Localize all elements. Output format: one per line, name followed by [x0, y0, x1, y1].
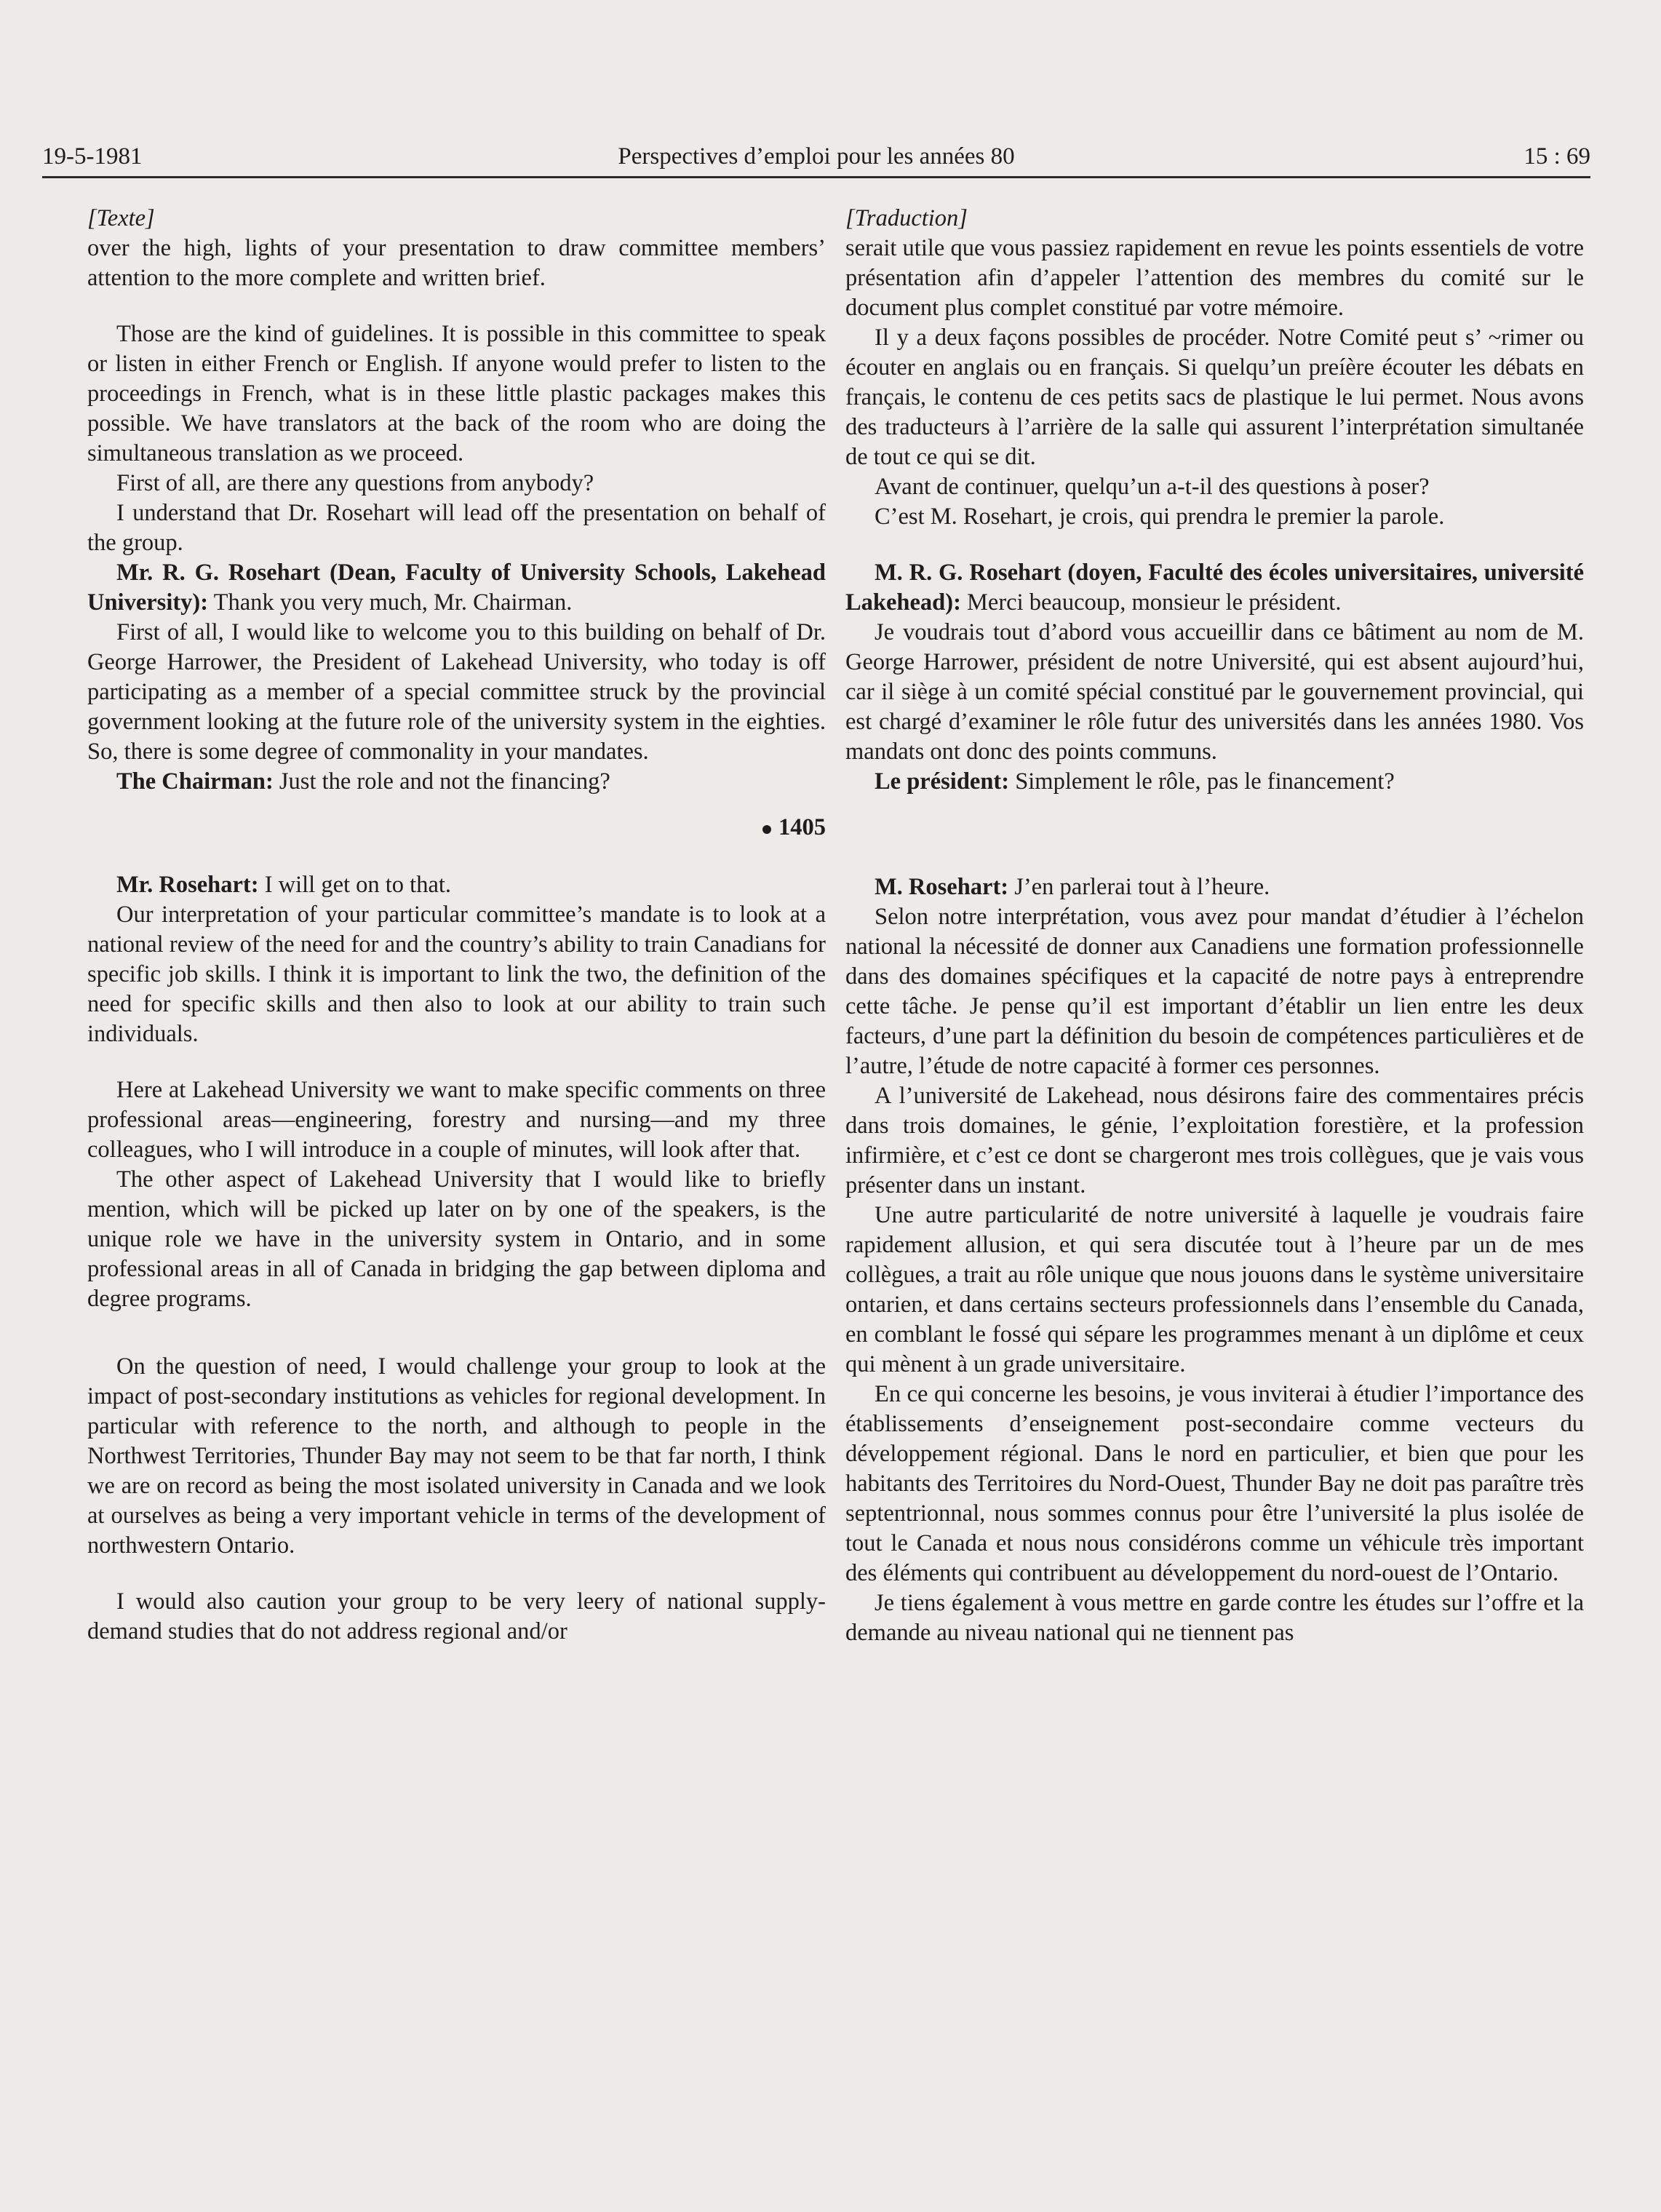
speaker-name: Mr. Rosehart: [116, 872, 259, 898]
french-column [845, 204, 1584, 1648]
speaker-name: Le président: [875, 768, 1010, 795]
english-column [87, 204, 826, 1647]
english-paragraph: over the high, lights of your presentation to draw committee members’ attention to the more complete and written brief. [87, 235, 826, 291]
english-paragraph: Our interpretation of your particular committee’s mandate is to look at a national review of the need for and the country’s ability to train Canadians for specific job skills. I think it is important to link the two, the definition of the need for specific skills and then also to look at our ability to train such individuals. [87, 902, 826, 1047]
french-speaker-paragraph [845, 767, 1584, 797]
header-date: 19-5-1981 [42, 143, 143, 170]
french-paragraph: Je tiens également à vous mettre en garde contre les études sur l’offre et la demande au niveau national qui ne tiennent pas [845, 1590, 1584, 1646]
french-paragraph: Selon notre interprétation, vous avez pour mandat d’étudier à l’échelon national la nécessité de donner aux Canadiens une formation professionnelle dans des domaines spécifiques et la capacité de notre pays à entreprendre cette tâche. Je pense qu’il est important d’établir un lien entre les deux facteurs, d’une part la définition du besoin de compétences particulières et de l’autre, l’étude de notre capacité à former ces personnes. [845, 904, 1584, 1079]
french-speaker-paragraph [845, 558, 1584, 618]
english-paragraph: Those are the kind of guidelines. It is possible in this committee to speak or listen in either French or English. If anyone would prefer to listen to the proceedings in French, what is in these little plastic packages makes this possible. We have translators at the back of the room who are doing the simultaneous translation as we proceed. [87, 321, 826, 466]
page-header [42, 124, 1590, 178]
english-speaker-paragraph [87, 558, 826, 618]
speaker-name: Mr. R. G. Rosehart (Dean, Faculty of University Schools, Lakehead University): [87, 560, 826, 616]
speech-text: I will get on to that. [258, 872, 452, 898]
english-paragraph: First of all, I would like to welcome you to this building on behalf of Dr. George Harrower, the President of Lakehead University, who today is off participating as a member of a special committee struck by the provincial government looking at the future role of the university system in the eighties. So, there is some degree of commonality in your mandates. [87, 619, 826, 765]
speaker-name: M. R. G. Rosehart (doyen, Faculté des écoles universitaires, université Lakehead): [845, 560, 1584, 616]
french-paragraph: A l’université de Lakehead, nous désirons faire des commentaires précis dans trois domaines, le génie, l’exploitation forestière, et la profession infirmière, et c’est ce dont se chargeront mes trois collègues, que je vais vous présenter dans un instant. [845, 1083, 1584, 1198]
time-marker [87, 813, 826, 843]
speech-text: Just the role and not the financing? [273, 768, 610, 795]
french-paragraph: Avant de continuer, quelqu’un a-t-il des questions à poser? [875, 474, 1430, 500]
french-paragraph: C’est M. Rosehart, je crois, qui prendra le premier la parole. [875, 504, 1445, 530]
english-speaker-paragraph [87, 767, 826, 797]
speech-text: J’en parlerai tout à l’heure. [1008, 874, 1270, 900]
time-marker-value: 1405 [778, 814, 826, 840]
speech-text: Merci beaucoup, monsieur le président. [960, 589, 1342, 616]
header-title: Perspectives d’emploi pour les années 80 [618, 143, 1015, 170]
french-paragraph: En ce qui concerne les besoins, je vous inviterai à étudier l’importance des établissements d’enseignement post-secondaire comme vecteurs du développement régional. Dans le nord en particulier, et bien que pour les habitants des Territoires du Nord-Ouest, Thunder Bay ne doit pas paraître très septentrionnal, nous sommes connus pour être l’université la plus isolée de tout le Canada et nous nous considérons comme un véhicule très important des éléments qui contribuent au développement du nord-ouest de l’Ontario. [845, 1381, 1584, 1586]
bullet-icon [762, 825, 771, 834]
english-paragraph: Here at Lakehead University we want to make specific comments on three professional areas—engineering, forestry and nursing—and my three colleagues, who I will introduce in a couple of minutes, will look after that. [87, 1077, 826, 1163]
english-paragraph: I would also caution your group to be very leery of national supply-demand studies that do not address regional and/or [87, 1588, 826, 1644]
french-paragraph: serait utile que vous passiez rapidement en revue les points essentiels de votre présentation afin d’appeler l’attention des membres du comité sur le document plus complet constitué par votre mémoire. [845, 235, 1584, 321]
speech-text: Simplement le rôle, pas le financement? [1009, 768, 1395, 795]
english-paragraph: The other aspect of Lakehead University that I would like to briefly mention, which will be picked up later on by one of the speakers, is the unique role we have in the university system in Ontario, and in some professional areas in all of Canada in bridging the gap between diploma and degree programs. [87, 1166, 826, 1312]
speaker-name: The Chairman: [116, 768, 274, 795]
english-paragraph: On the question of need, I would challenge your group to look at the impact of post-secondary institutions as vehicles for regional development. In particular with reference to the north, and although to people in the Northwest Territories, Thunder Bay may not seem to be that far north, I think we are on record as being the most isolated university in Canada and we look at ourselves as being a very important vehicle in terms of the development of northwestern Ontario. [87, 1353, 826, 1559]
english-speaker-paragraph [87, 870, 826, 900]
french-speaker-paragraph [845, 872, 1584, 902]
french-language-label: [Traduction] [845, 205, 968, 231]
french-paragraph: Une autre particularité de notre université à laquelle je voudrais faire rapidement allusion, et qui sera discutée tout à l’heure par un de mes collègues, a trait au rôle unique que nous jouons dans le système universitaire ontarien, et dans certains secteurs professionnels dans l’ensemble du Canada, en comblant le fossé qui sépare les programmes menant à un diplôme et ceux qui mènent à un grade universitaire. [845, 1202, 1584, 1377]
speaker-name: M. Rosehart: [875, 874, 1009, 900]
speech-text: Thank you very much, Mr. Chairman. [208, 589, 573, 616]
french-paragraph: Je voudrais tout d’abord vous accueillir dans ce bâtiment au nom de M. George Harrower, président de notre Université, qui est absent aujourd’hui, car il siège à un comité spécial constitué par le gouvernement provincial, qui est chargé d’examiner le rôle futur des universités dans les années 1980. Vos mandats ont donc des points communs. [845, 619, 1584, 765]
english-paragraph: First of all, are there any questions from anybody? [116, 470, 594, 496]
english-language-label: [Texte] [87, 205, 155, 231]
english-paragraph: I understand that Dr. Rosehart will lead off the presentation on behalf of the group. [87, 500, 826, 556]
header-page-number: 15 : 69 [1523, 143, 1590, 170]
french-paragraph: Il y a deux façons possibles de procéder. Notre Comité peut s’ ~rimer ou écouter en anglais ou en français. Si quelqu’un preíère écouter les débats en français, le contenu de ces petits sacs de plastique le lui permet. Nous avons des traducteurs à l’arrière de la salle qui assurent l’interprétation simultanée de tout ce qui se dit. [845, 325, 1584, 470]
